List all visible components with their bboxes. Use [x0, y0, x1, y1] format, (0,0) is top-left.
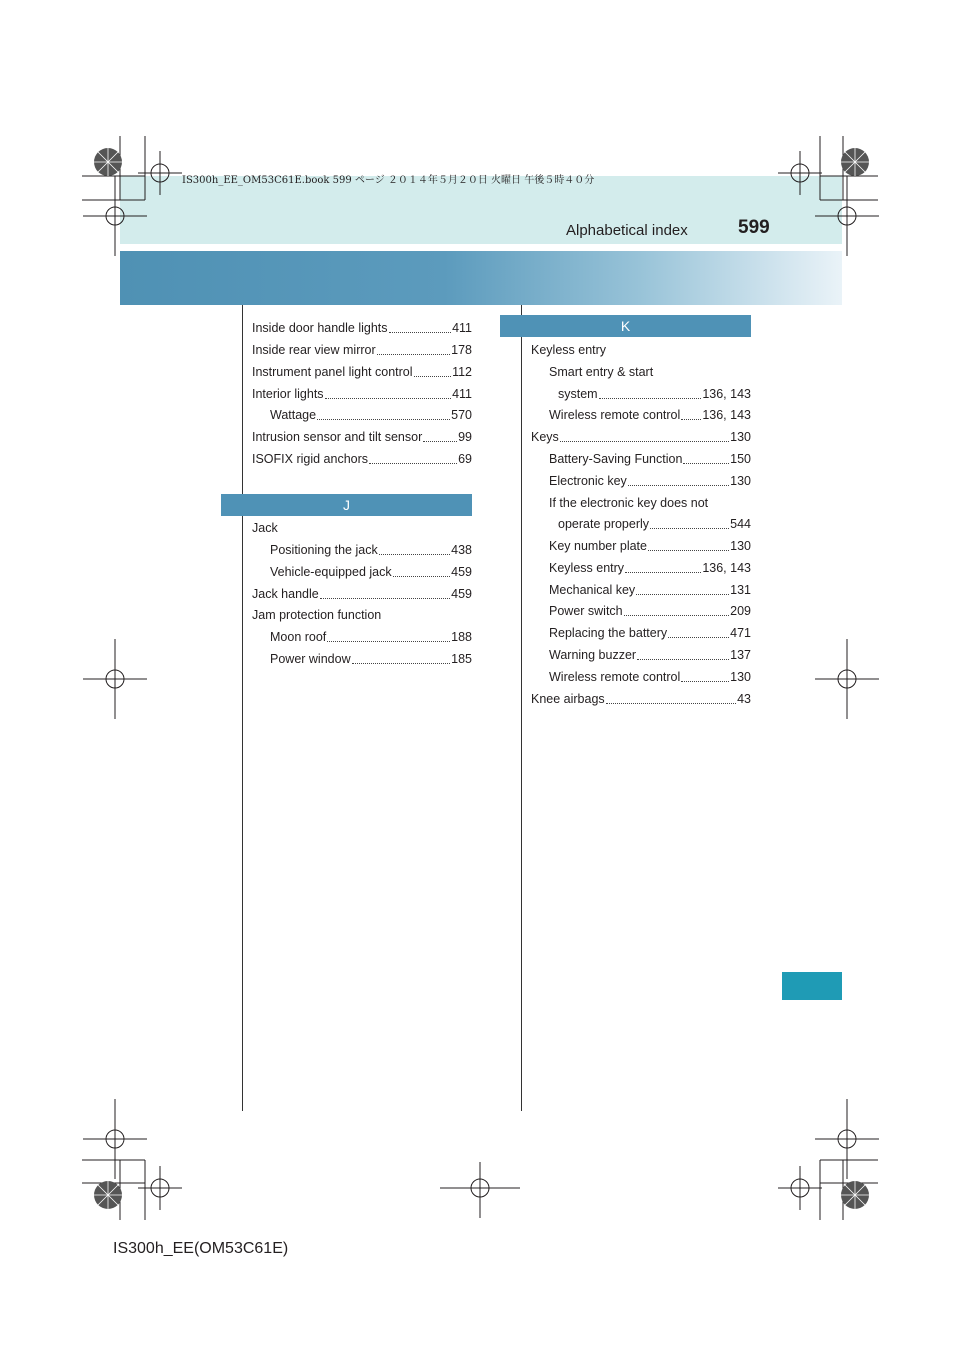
index-entry: Inside rear view mirror 178 — [252, 343, 472, 357]
letter-heading-j: J — [221, 494, 472, 516]
index-entry: ISOFIX rigid anchors 69 — [252, 452, 472, 466]
index-subentry: Key number plate 130 — [549, 539, 751, 553]
index-subentry: Battery-Saving Function 150 — [549, 452, 751, 466]
index-subentry: operate properly 544 — [558, 517, 751, 531]
index-entry: Jam protection function — [252, 608, 382, 622]
index-subentry: Vehicle-equipped jack 459 — [270, 565, 472, 579]
index-subentry: Wireless remote control 130 — [549, 670, 751, 684]
index-entry: Jack handle 459 — [252, 587, 472, 601]
index-subentry: Wireless remote control 136, 143 — [549, 408, 751, 422]
index-subentry: Warning buzzer 137 — [549, 648, 751, 662]
page-number: 599 — [738, 217, 770, 238]
index-entry: Interior lights 411 — [252, 387, 472, 401]
index-subentry: Replacing the battery 471 — [549, 626, 751, 640]
title-band — [120, 251, 842, 305]
index-entry: Inside door handle lights 411 — [252, 321, 472, 335]
index-entry: Knee airbags 43 — [531, 692, 751, 706]
index-subentry: Moon roof 188 — [270, 630, 472, 644]
index-entry: Keys 130 — [531, 430, 751, 444]
index-subentry: Positioning the jack 438 — [270, 543, 472, 557]
index-subentry: Power switch 209 — [549, 604, 751, 618]
index-subentry: Keyless entry 136, 143 — [549, 561, 751, 575]
index-entry: Keyless entry — [531, 343, 607, 357]
header-band — [120, 176, 842, 244]
right-column-rule — [521, 305, 522, 1111]
letter-heading-k: K — [500, 315, 751, 337]
document-code: IS300h_EE(OM53C61E) — [113, 1240, 289, 1257]
index-subentry: Power window 185 — [270, 652, 472, 666]
thumb-index-tab — [782, 972, 842, 1000]
index-entry: Intrusion sensor and tilt sensor 99 — [252, 430, 472, 444]
index-subentry: Electronic key 130 — [549, 474, 751, 488]
section-title: Alphabetical index — [566, 222, 688, 239]
left-column-rule — [242, 305, 243, 1111]
index-entry: Jack — [252, 521, 278, 535]
index-entry: Instrument panel light control 112 — [252, 365, 472, 379]
index-subentry: system 136, 143 — [558, 387, 751, 401]
file-stamp: IS300h_EE_OM53C61E.book 599 ページ ２０１４年５月２０日 火曜日 午後５時４０分 — [182, 175, 595, 186]
index-subentry: If the electronic key does not — [549, 496, 709, 510]
index-subentry: Smart entry & start — [549, 365, 654, 379]
index-subentry: Mechanical key 131 — [549, 583, 751, 597]
index-subentry: Wattage 570 — [270, 408, 472, 422]
